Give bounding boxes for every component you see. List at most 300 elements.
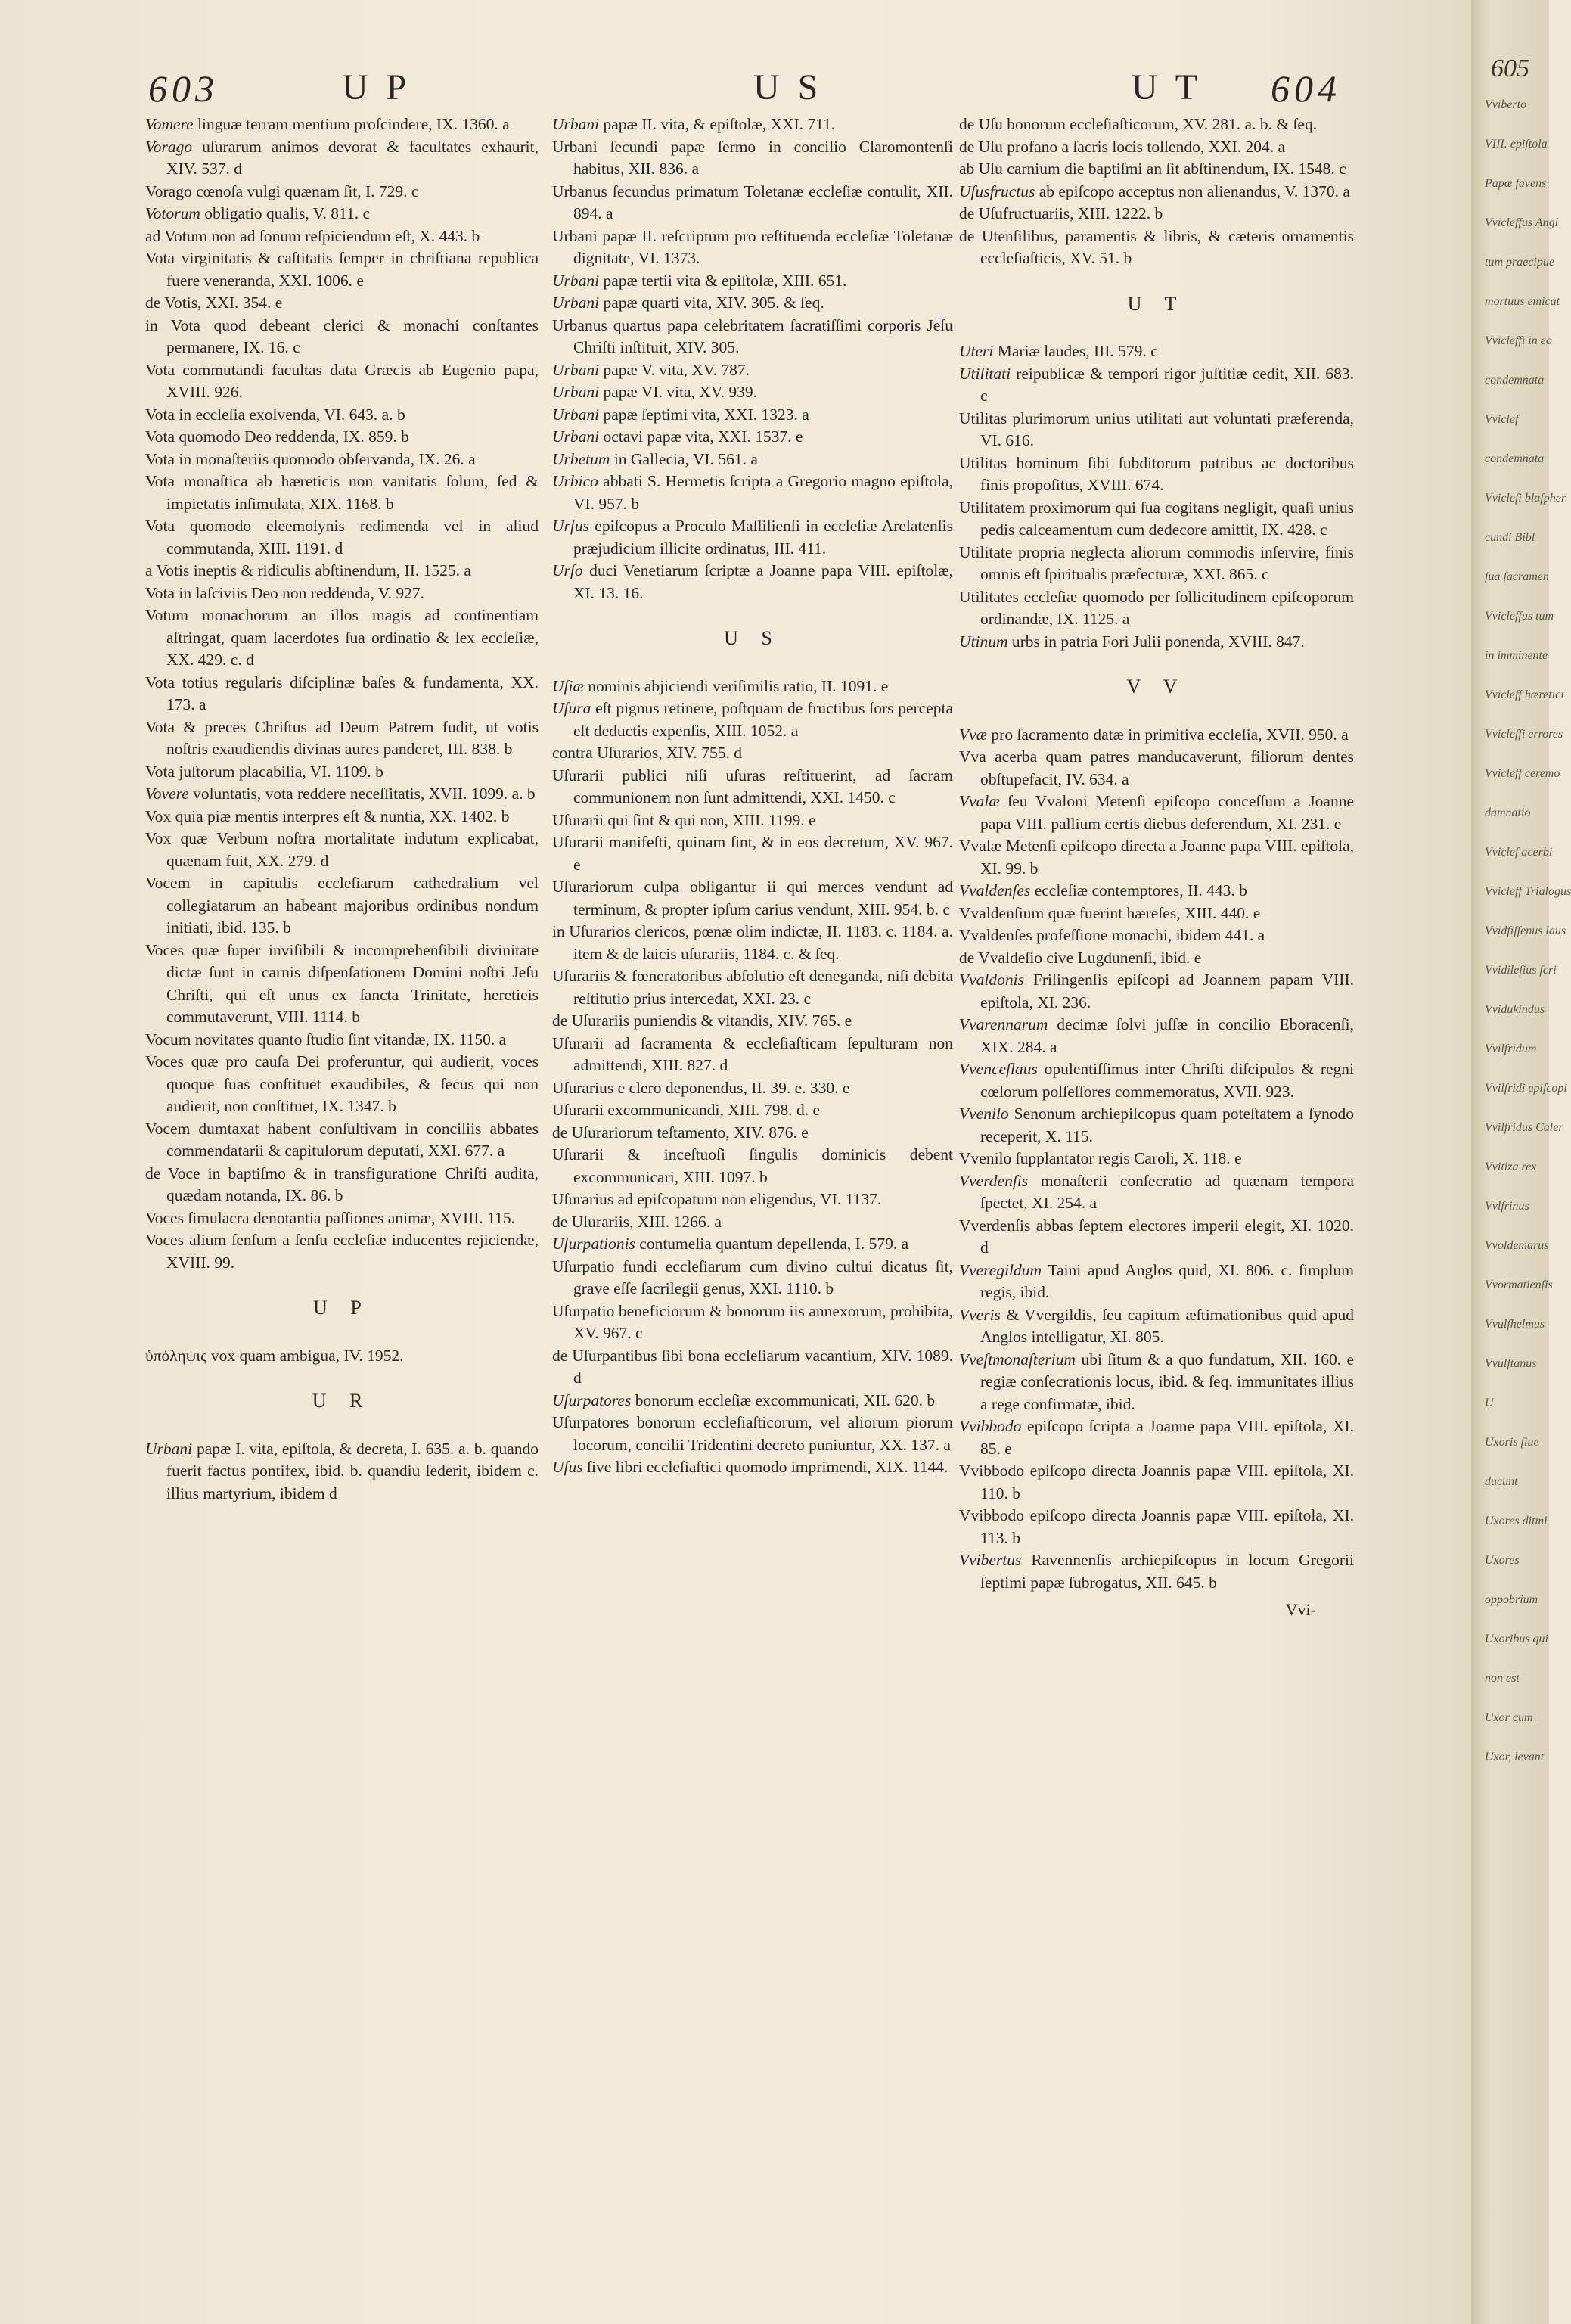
index-entry bbox=[145, 716, 539, 761]
index-entry bbox=[959, 1349, 1354, 1416]
entry-lemma: Urbani bbox=[552, 115, 600, 133]
next-page-edge bbox=[1471, 0, 1571, 2324]
page-header bbox=[0, 67, 1471, 120]
running-head-middle: U S bbox=[753, 67, 823, 107]
index-entry bbox=[145, 1163, 539, 1207]
edge-text-fragment: oppobrium bbox=[1485, 1593, 1538, 1606]
entry-text: Utilitas hominum ſibi ſubditorum patribus ac doctoribus finis propoſitus, XVIII. 674. bbox=[959, 453, 1354, 494]
entry-lemma: Urſo bbox=[552, 561, 583, 579]
edge-text-fragment: Vvidileſius ſcri bbox=[1485, 964, 1557, 977]
index-entry bbox=[959, 969, 1354, 1014]
index-entry bbox=[959, 724, 1354, 747]
index-entry bbox=[959, 542, 1354, 586]
index-entry bbox=[552, 921, 953, 965]
index-entry bbox=[145, 113, 539, 136]
entry-text: de Utenſilibus, paramentis & libris, & cæteris ornamentis eccleſiaſticis, XV. 51. b bbox=[959, 226, 1354, 267]
entry-text: Urbanus quartus papa celebritatem ſacratiſſimi corporis Jeſu Chriſti inſtituit, XIV. 305. bbox=[552, 315, 953, 356]
entry-text: contumelia quantum depellenda, I. 579. a bbox=[639, 1235, 909, 1253]
index-entry bbox=[552, 270, 953, 293]
entry-text: Vvalæ Metenſi epiſcopo directa a Joanne papa VIII. epiſtola, XI. 99. b bbox=[959, 837, 1354, 878]
index-entry bbox=[552, 449, 953, 471]
index-entry bbox=[959, 903, 1354, 925]
index-entry bbox=[145, 292, 539, 315]
entry-text: de Uſurariorum teſtamento, XIV. 876. e bbox=[552, 1123, 809, 1142]
edge-text-fragment: Vvicleffus tum bbox=[1485, 610, 1554, 623]
entry-text: Vvenilo ſupplantator regis Caroli, X. 118. e bbox=[959, 1149, 1242, 1167]
index-entry bbox=[145, 872, 539, 940]
entry-text: Vota virginitatis & caſtitatis ſemper in chriſtiana republica fuere veneranda, XXI. 1006. e bbox=[145, 249, 539, 290]
entry-text: papæ V. vita, XV. 787. bbox=[603, 360, 750, 379]
entry-text: Vota quomodo eleemoſynis redimenda vel in aliud commutanda, XIII. 1191. d bbox=[145, 517, 539, 558]
entry-text: Vota in monaſteriis quomodo obſervanda, IX. 26. a bbox=[145, 449, 476, 468]
entry-lemma: Vvenceſlaus bbox=[959, 1060, 1038, 1078]
index-entry bbox=[145, 136, 539, 181]
index-entry bbox=[552, 225, 953, 270]
entry-text: de Uſu profano a ſacris locis tollendo, XXI. 204. a bbox=[959, 137, 1286, 156]
entry-text: Uſurpatio beneficiorum & bonorum iis annexorum, prohibita, XV. 967. c bbox=[552, 1301, 953, 1342]
index-entry bbox=[552, 1188, 953, 1211]
index-entry bbox=[145, 315, 539, 359]
index-entry bbox=[145, 560, 539, 583]
entry-text: Uſurpatores bonorum eccleſiaſticorum, vel aliorum piorum locorum, concilii Tridentini decreto puniuntur, XX. 137. a bbox=[552, 1413, 953, 1454]
entry-text: Utilitate propria neglecta aliorum commodis inſervire, finis omnis eſt ſpiritualis præfecturæ, XXI. 865. c bbox=[959, 542, 1354, 583]
entry-lemma: Vvalæ bbox=[959, 792, 1000, 810]
edge-text-fragment: Vvlfrinus bbox=[1485, 1200, 1529, 1213]
edge-text-fragment: Uxor cum bbox=[1485, 1711, 1533, 1724]
index-entry bbox=[552, 1077, 953, 1100]
index-entry bbox=[552, 359, 953, 382]
entry-text: Uſurarii & inceſtuoſi ſingulis dominicis debent excommunicari, XIII. 1097. b bbox=[552, 1145, 953, 1186]
entry-text: ab Uſu carnium die baptiſmi an ſit abſtinendum, IX. 1548. c bbox=[959, 160, 1346, 178]
index-entry bbox=[552, 1122, 953, 1145]
page-number-left: 603 bbox=[148, 67, 219, 110]
entry-text: Vota monaſtica ab hæreticis non vanitatis ſolum, ſed & impietatis inſimulata, XIX. 1168. b bbox=[145, 472, 539, 513]
entry-text: Vorago cœnoſa vulgi quænam ſit, I. 729. c bbox=[145, 182, 419, 200]
entry-text: decimæ ſolvi juſſæ in concilio Eboracenſi, XIX. 284. a bbox=[980, 1015, 1354, 1056]
edge-text-fragment: U bbox=[1485, 1397, 1494, 1409]
index-entry bbox=[959, 1415, 1354, 1460]
entry-text: reipublicæ & tempori rigor juſtitiæ cedit, XII. 683. c bbox=[980, 364, 1355, 405]
entry-text: ſive libri eccleſiaſtici quomodo imprimendi, XIX. 1144. bbox=[587, 1458, 948, 1476]
edge-text-fragment: Vviclef acerbi bbox=[1485, 846, 1553, 859]
index-entry bbox=[552, 1256, 953, 1300]
edge-text-fragment: Vvicleffi in eo bbox=[1485, 334, 1552, 347]
entry-text: linguæ terram mentium proſcindere, IX. 1360. a bbox=[197, 115, 510, 133]
entry-text: pro ſacramento datæ in primitiva eccleſia, XVII. 950. a bbox=[991, 725, 1349, 744]
index-entry bbox=[959, 136, 1354, 159]
index-entry bbox=[552, 471, 953, 515]
index-entry bbox=[959, 340, 1354, 363]
edge-text-fragment: Uxor, levant bbox=[1485, 1751, 1545, 1763]
entry-text: octavi papæ vita, XXI. 1537. e bbox=[603, 427, 803, 446]
edge-text-fragment: Vvulſtanus bbox=[1485, 1357, 1537, 1370]
entry-lemma: Uſiæ bbox=[552, 676, 584, 695]
entry-lemma: Vvaldonis bbox=[959, 971, 1024, 989]
index-entry bbox=[145, 449, 539, 471]
entry-text: ſeu Vvaloni Metenſi epiſcopo conceſſum a Joanne papa VIII. pallium certis diebus deferendum, XI. 231. e bbox=[980, 792, 1355, 833]
entry-text: Mariæ laudes, III. 579. c bbox=[997, 342, 1158, 360]
entry-lemma: Urbico bbox=[552, 472, 598, 490]
entry-text: de Votis, XXI. 354. e bbox=[145, 294, 283, 312]
entry-text: Vota & preces Chriſtus ad Deum Patrem fudit, ut votis noſtris exaudiendis divinas aures panderet, III. 838. b bbox=[145, 717, 539, 758]
section-heading: U P bbox=[313, 1297, 371, 1319]
index-entry bbox=[552, 315, 953, 359]
entry-text: Voces quæ pro cauſa Dei proferuntur, qui audierit, voces quoque ſuas conſtituet exaudibiles, & ſecus qui non audierit, non conſtituet, IX. 1347. b bbox=[145, 1052, 539, 1115]
index-entry bbox=[552, 965, 953, 1010]
edge-text-fragment: Uxoribus qui bbox=[1485, 1633, 1548, 1645]
index-entry bbox=[145, 1345, 539, 1368]
index-entry bbox=[552, 1099, 953, 1122]
entry-text: Uſurpatio fundi eccleſiarum cum divino cultui dicatus ſit, grave eſſe ſacrilegii genus, XXI. 1110. b bbox=[552, 1257, 953, 1297]
entry-text: Vocem dumtaxat habent conſultivam in conciliis abbates commendatarii & capitulorum deputati, XXI. 677. a bbox=[145, 1119, 539, 1160]
section-heading: U T bbox=[1127, 292, 1186, 315]
entry-text: Uſurarii ad ſacramenta & eccleſiaſticam ſepulturam non admittendi, XIII. 827. d bbox=[552, 1033, 953, 1074]
index-entry bbox=[145, 806, 539, 828]
index-entry bbox=[552, 404, 953, 427]
entry-text: Vota quomodo Deo reddenda, IX. 859. b bbox=[145, 427, 409, 446]
index-column-middle bbox=[552, 113, 953, 1479]
index-entry bbox=[145, 225, 539, 248]
index-entry bbox=[959, 1260, 1354, 1304]
entry-text: Uſurarii excommunicandi, XIII. 798. d. e bbox=[552, 1101, 821, 1119]
entry-lemma: Urbani bbox=[552, 271, 600, 290]
entry-text: a Votis ineptis & ridiculis abſtinendum, II. 1525. a bbox=[145, 561, 471, 579]
running-head-right: U T bbox=[1132, 67, 1203, 107]
entry-lemma: Uſura bbox=[552, 699, 591, 717]
edge-text-fragment: Vvilfridum bbox=[1485, 1042, 1537, 1055]
index-entry bbox=[145, 1051, 539, 1118]
entry-text: in Gallecia, VI. 561. a bbox=[613, 449, 758, 468]
edge-text-fragment: VIII. epiſtola bbox=[1485, 138, 1548, 151]
entry-text: Utilitates eccleſiæ quomodo per ſollicitudinem epiſcoporum ordinandæ, IX. 1125. a bbox=[959, 587, 1354, 628]
index-entry bbox=[145, 761, 539, 784]
entry-text: Voces alium ſenſum a ſenſu eccleſiæ inducentes rejiciendæ, XVIII. 99. bbox=[145, 1231, 539, 1272]
entry-text: eccleſiæ contemptores, II. 443. b bbox=[1034, 881, 1247, 899]
entry-text: papæ II. vita, & epiſtolæ, XXI. 711. bbox=[603, 115, 836, 133]
entry-text: de Uſurariis puniendis & vitandis, XIV. 765. e bbox=[552, 1011, 852, 1030]
entry-lemma: Urbetum bbox=[552, 449, 610, 468]
index-entry bbox=[959, 1460, 1354, 1505]
entry-lemma: Vvaldenſes bbox=[959, 881, 1031, 899]
index-entry bbox=[552, 113, 953, 136]
entry-text: Uſurarii manifeſti, quinam ſint, & in eos decretum, XV. 967. e bbox=[552, 833, 953, 874]
entry-text: bonorum eccleſiæ excommunicati, XII. 620. b bbox=[635, 1390, 936, 1409]
index-entry bbox=[145, 783, 539, 806]
entry-lemma: Urbani bbox=[552, 383, 600, 401]
edge-text-fragment: in imminente bbox=[1485, 649, 1548, 662]
entry-text: Vota in eccleſia exolvenda, VI. 643. a. b bbox=[145, 405, 405, 424]
entry-lemma: Votorum bbox=[145, 204, 200, 222]
index-entry bbox=[145, 583, 539, 605]
index-entry bbox=[145, 1118, 539, 1163]
section-heading: U S bbox=[724, 627, 781, 649]
index-entry bbox=[552, 426, 953, 449]
index-entry bbox=[145, 1229, 539, 1274]
entry-text: abbati S. Hermetis ſcripta a Gregorio magno epiſtola, VI. 957. b bbox=[573, 472, 953, 513]
entry-text: nominis abjiciendi veriſimilis ratio, II. 1091. e bbox=[588, 676, 889, 695]
entry-text: urbs in patria Fori Julii ponenda, XVIII. 847. bbox=[1011, 632, 1305, 651]
entry-lemma: Uſurpatores bbox=[552, 1390, 632, 1409]
edge-text-fragment: ducunt bbox=[1485, 1475, 1518, 1488]
edge-text-fragment: Vvicleff ceremo bbox=[1485, 767, 1560, 780]
entry-text: eſt pignus retinere, poſtquam de fructibus ſors percepta eſt deductis expenſis, XIII. 1052. a bbox=[573, 699, 954, 740]
entry-text: Voces quæ ſuper inviſibili & incomprehenſibili divinitate dictæ ſunt in carnis diſpenſationem Domini noſtri Jeſu Chriſti, qui eſt unus ex ſancta Trinitate, heretieis commutaverunt, VIII. 1114. b bbox=[145, 940, 539, 1026]
index-entry bbox=[959, 497, 1354, 542]
entry-lemma: Utilitati bbox=[959, 364, 1011, 383]
index-column-right bbox=[959, 113, 1354, 1621]
entry-text: voluntatis, vota reddere neceſſitatis, XVII. 1099. a. b bbox=[193, 785, 536, 803]
index-entry bbox=[552, 742, 953, 765]
entry-text: Vvaldenſes profeſſione monachi, ibidem 441. a bbox=[959, 926, 1265, 944]
entry-text: opulentiſſimus inter Chriſti diſcipulos & regni cœlorum poſſeſſores commemoratus, XVII. 923. bbox=[980, 1060, 1355, 1101]
entry-lemma: Urſus bbox=[552, 517, 589, 535]
index-entry bbox=[959, 791, 1354, 835]
index-entry bbox=[552, 1211, 953, 1234]
edge-text-fragment: Vvidfiſſenus laus bbox=[1485, 924, 1566, 937]
entry-text: in Vota quod debeant clerici & monachi conſtantes permanere, IX. 16. c bbox=[145, 315, 539, 356]
entry-text: Uſurarius ad epiſcopatum non eligendus, VI. 1137. bbox=[552, 1190, 882, 1208]
entry-text: ubi ſitum & a quo fundatum, XII. 160. e regiæ conſecrationis locus, ibid. & ſeq. immunitates illius a rege confirmatæ, ibid. bbox=[980, 1350, 1355, 1413]
index-entry bbox=[145, 828, 539, 872]
index-entry bbox=[552, 698, 953, 742]
entry-text: obligatio qualis, V. 811. c bbox=[204, 204, 371, 222]
entry-lemma: Vvibertus bbox=[959, 1551, 1022, 1569]
running-head-left: U P bbox=[342, 67, 411, 107]
entry-text: Vota totius regularis diſciplinæ baſes & fundamenta, XX. 173. a bbox=[145, 673, 539, 713]
entry-text: papæ tertii vita & epiſtolæ, XIII. 651. bbox=[603, 271, 847, 290]
entry-text: Senonum archiepiſcopus quam poteſtatem a ſynodo receperit, X. 115. bbox=[980, 1105, 1355, 1145]
entry-text: Ravennenſis archiepiſcopus in locum Gregorii ſeptimi papæ ſubrogatus, XII. 645. b bbox=[980, 1551, 1355, 1592]
index-entry bbox=[959, 586, 1354, 631]
entry-text: Votum monachorum an illos magis ad continentiam aſtringat, quam ſacerdotes ſua ordinatio & lex eccleſiæ, XX. 429. c. d bbox=[145, 606, 539, 669]
entry-text: de Vvaldeſio cive Lugdunenſi, ibid. e bbox=[959, 948, 1202, 967]
edge-text-fragment: condemnata bbox=[1485, 452, 1545, 465]
index-entry bbox=[145, 471, 539, 515]
entry-lemma: Uteri bbox=[959, 342, 994, 360]
entry-lemma: Vveris bbox=[959, 1305, 1001, 1324]
entry-text: Vocem in capitulis eccleſiarum cathedralium vel collegiatarum an habeant majoribus ordinibus nondum initiati, ibid. 135. b bbox=[145, 874, 539, 937]
entry-lemma: Vvarennarum bbox=[959, 1015, 1048, 1033]
edge-text-fragment: Vvoldemarus bbox=[1485, 1239, 1549, 1252]
entry-text: Urbanus ſecundus primatum Toletanæ eccleſiæ contulit, XII. 894. a bbox=[552, 182, 953, 222]
edge-text-fragment: Uxores bbox=[1485, 1554, 1520, 1567]
edge-text-fragment: Vvormatienſis bbox=[1485, 1279, 1553, 1291]
entry-lemma: Vorago bbox=[145, 137, 193, 156]
entry-lemma: Urbani bbox=[552, 294, 600, 312]
index-entry bbox=[145, 203, 539, 225]
index-entry bbox=[959, 363, 1354, 408]
edge-text-fragment: Vvicleffi errores bbox=[1485, 728, 1563, 741]
index-entry bbox=[552, 1144, 953, 1188]
edge-text-fragment: Vvicleff hæretici bbox=[1485, 688, 1564, 701]
index-entry bbox=[552, 560, 953, 604]
entry-text: de Uſurariis, XIII. 1266. a bbox=[552, 1212, 722, 1231]
entry-text: Urbani papæ II. reſcriptum pro reſtituenda eccleſiæ Toletanæ dignitate, VI. 1373. bbox=[552, 226, 953, 267]
edge-text-fragment: Uxoris ſiue bbox=[1485, 1436, 1539, 1449]
entry-lemma: Vvæ bbox=[959, 725, 988, 744]
index-entry bbox=[145, 426, 539, 449]
next-page-number: 605 bbox=[1491, 54, 1529, 82]
edge-text-fragment: Vvicleff Trialogus bbox=[1485, 885, 1571, 898]
entry-text: Urbani ſecundi papæ ſermo in concilio Claromontenſi habitus, XII. 836. a bbox=[552, 137, 953, 178]
index-entry bbox=[145, 515, 539, 560]
index-entry bbox=[959, 1304, 1354, 1349]
entry-text: ab epiſcopo acceptus non alienandus, V. 1370. a bbox=[1039, 182, 1350, 200]
entry-text: Vvibbodo epiſcopo directa Joannis papæ VIII. epiſtola, XI. 113. b bbox=[959, 1506, 1354, 1547]
entry-text: Uſurarii publici niſi uſuras reſtituerint, ad ſacram communionem non ſunt admittendi, XXI. 1450. c bbox=[552, 766, 953, 806]
index-entry bbox=[552, 1390, 953, 1412]
index-entry bbox=[959, 835, 1354, 880]
index-entry bbox=[145, 672, 539, 716]
entry-text: contra Uſurarios, XIV. 755. d bbox=[552, 744, 742, 762]
entry-text: papæ VI. vita, XV. 939. bbox=[603, 383, 757, 401]
index-entry bbox=[959, 181, 1354, 204]
entry-text: Vota commutandi facultas data Græcis ab Eugenio papa, XVIII. 926. bbox=[145, 360, 539, 401]
entry-lemma: Utinum bbox=[959, 632, 1008, 651]
index-entry bbox=[959, 924, 1354, 947]
entry-text: de Voce in baptiſmo & in transfiguratione Chriſti audita, quædam notanda, IX. 86. b bbox=[145, 1164, 539, 1204]
entry-text: Uſurariorum culpa obligantur ii qui merces vendunt ad terminum, & propter ipſum carius vendunt, XIII. 954. b. c bbox=[552, 878, 953, 918]
index-entry bbox=[552, 1345, 953, 1390]
index-entry bbox=[552, 876, 953, 921]
entry-text: Friſingenſis epiſcopi ad Joannem papam VIII. epiſtola, XI. 236. bbox=[980, 971, 1355, 1011]
index-entry bbox=[552, 136, 953, 181]
entry-text: de Uſu bonorum eccleſiaſticorum, XV. 281. a. b. & ſeq. bbox=[959, 115, 1318, 133]
index-entry bbox=[552, 292, 953, 315]
index-entry bbox=[552, 1456, 953, 1479]
entry-text: Vox quæ Verbum noſtra mortalitate indutum explicabat, quænam fuit, XX. 279. d bbox=[145, 829, 539, 870]
edge-text-fragment: Vvidukindus bbox=[1485, 1003, 1545, 1016]
edge-text-fragment: Papæ favens bbox=[1485, 177, 1547, 190]
entry-text: Vota juſtorum placabilia, VI. 1109. b bbox=[145, 762, 383, 781]
catchword: Vvi- bbox=[1285, 1600, 1316, 1619]
index-entry bbox=[959, 880, 1354, 903]
entry-text: Voces ſimulacra denotantia paſſiones animæ, XVIII. 115. bbox=[145, 1208, 515, 1227]
index-entry bbox=[959, 225, 1354, 270]
entry-lemma: Urbani bbox=[552, 427, 600, 446]
entry-text: Vox quia piæ mentis interpres eſt & nuntia, XX. 1402. b bbox=[145, 806, 510, 825]
edge-text-fragment: mortuus emicat bbox=[1485, 295, 1560, 308]
section-heading: V V bbox=[1126, 676, 1187, 698]
index-entry bbox=[959, 1549, 1354, 1594]
index-entry bbox=[145, 1207, 539, 1230]
edge-text-fragment: Vviclefi blaſpher bbox=[1485, 492, 1566, 505]
index-entry bbox=[145, 1029, 539, 1052]
edge-text-fragment: non est bbox=[1485, 1672, 1520, 1685]
entry-lemma: Vovere bbox=[145, 785, 189, 803]
index-entry bbox=[959, 1148, 1354, 1170]
edge-text-fragment: ſua ſacramen bbox=[1485, 570, 1549, 583]
page-number-right: 604 bbox=[1271, 67, 1341, 110]
index-entry bbox=[145, 404, 539, 427]
index-column-left bbox=[145, 113, 539, 1505]
entry-text: & Vvergildis, ſeu capitum æſtimationibus quid apud Anglos intelligatur, XI. 805. bbox=[980, 1305, 1354, 1346]
index-entry bbox=[959, 1058, 1354, 1103]
entry-text: Uſurariis & fœneratoribus abſolutio eſt deneganda, niſi debita reſtitutio prius intercedat, XXI. 23. c bbox=[552, 967, 953, 1008]
section-heading: U R bbox=[312, 1390, 372, 1412]
entry-lemma: Vveregildum bbox=[959, 1260, 1042, 1279]
index-entry bbox=[552, 809, 953, 832]
index-entry bbox=[145, 604, 539, 672]
entry-lemma: Urbani bbox=[145, 1439, 193, 1458]
index-entry bbox=[959, 947, 1354, 970]
edge-text-fragment: Vviberto bbox=[1485, 98, 1527, 111]
edge-text-fragment: condemnata bbox=[1485, 374, 1545, 387]
index-entry bbox=[959, 158, 1354, 181]
entry-lemma: Urbani bbox=[552, 405, 600, 424]
index-entry bbox=[552, 1010, 953, 1033]
entry-text: epiſcopo ſcripta a Joanne papa VIII. epiſtola, XI. 85. e bbox=[980, 1417, 1355, 1458]
edge-text-fragment: Vviclef bbox=[1485, 413, 1519, 426]
entry-text: epiſcopus a Proculo Maſſilienſi in eccleſiæ Arelatenſis præjudicium illicite ordinatus, III. 411. bbox=[573, 517, 954, 558]
index-entry bbox=[959, 631, 1354, 654]
index-entry bbox=[552, 1300, 953, 1345]
index-entry bbox=[959, 113, 1354, 136]
edge-text-fragment: Vvilfridus Caler bbox=[1485, 1121, 1563, 1134]
edge-text-fragment: tum praecipue bbox=[1485, 256, 1554, 269]
entry-text: Vota in laſciviis Deo non reddenda, V. 927. bbox=[145, 583, 425, 602]
entry-text: Utilitatem proximorum qui ſua cogitans negligit, quaſi unius pedis calceamentum cum dedecore amittit, IX. 428. c bbox=[959, 498, 1354, 539]
entry-text: Uſurarius e clero deponendus, II. 39. e. 330. e bbox=[552, 1078, 850, 1097]
index-entry bbox=[959, 1014, 1354, 1058]
entry-lemma: Vomere bbox=[145, 115, 194, 133]
index-entry bbox=[552, 1412, 953, 1456]
entry-text: de Uſurpantibus ſibi bona eccleſiarum vacantium, XIV. 1089. d bbox=[552, 1346, 953, 1387]
index-entry bbox=[145, 359, 539, 404]
entry-lemma: Vverdenſis bbox=[959, 1171, 1029, 1190]
entry-text: Vverdenſis abbas ſeptem electores imperii elegit, XI. 1020. d bbox=[959, 1216, 1354, 1257]
entry-text: Uſurarii qui ſint & qui non, XIII. 1199. e bbox=[552, 810, 816, 829]
index-entry bbox=[959, 1103, 1354, 1148]
entry-text: monaſterii conſecratio ad quænam tempora ſpectet, XI. 254. a bbox=[980, 1171, 1354, 1212]
entry-text: papæ ſeptimi vita, XXI. 1323. a bbox=[603, 405, 809, 424]
entry-lemma: Vveſtmonaſterium bbox=[959, 1350, 1076, 1369]
index-entry bbox=[959, 1215, 1354, 1260]
edge-text-fragment: cundi Bibl bbox=[1485, 531, 1535, 544]
edge-text-fragment: Vvitiza rex bbox=[1485, 1160, 1537, 1173]
entry-text: uſurarum animos devorat & facultates exhaurit, XIV. 537. d bbox=[166, 137, 539, 178]
entry-lemma: Urbani bbox=[552, 360, 600, 379]
entry-text: de Uſufructuariis, XIII. 1222. b bbox=[959, 204, 1163, 222]
entry-lemma: Uſurpationis bbox=[552, 1235, 635, 1253]
entry-lemma: Vvenilo bbox=[959, 1105, 1009, 1123]
index-entry bbox=[552, 1033, 953, 1077]
entry-text: Vva acerba quam patres manducaverunt, filiorum dentes obſtupefacit, IV. 634. a bbox=[959, 747, 1354, 788]
entry-text: papæ quarti vita, XIV. 305. & ſeq. bbox=[603, 294, 824, 312]
edge-text-fragment: Vvulfhelmus bbox=[1485, 1318, 1545, 1331]
entry-text: Vocum novitates quanto ſtudio ſint vitandæ, IX. 1150. a bbox=[145, 1030, 507, 1049]
edge-text-fragment: Vvilfridi epiſcopi bbox=[1485, 1082, 1567, 1095]
entry-text: papæ I. vita, epiſtola, & decreta, I. 635. a. b. quando fuerit factus pontifex, ibid. b. quandiu ſederit, ibidem c. illius martyrium, ibidem d bbox=[166, 1439, 539, 1502]
entry-lemma: Uſus bbox=[552, 1458, 583, 1476]
entry-text: Vvibbodo epiſcopo directa Joannis papæ VIII. epiſtola, XI. 110. b bbox=[959, 1462, 1354, 1502]
entry-text: Taini apud Anglos quid, XI. 806. c. ſimplum regis, ibid. bbox=[980, 1260, 1354, 1301]
index-entry bbox=[959, 1170, 1354, 1215]
entry-text: duci Venetiarum ſcriptæ a Joanne papa VIII. epiſtolæ, XI. 13. 16. bbox=[573, 561, 954, 602]
index-entry bbox=[552, 765, 953, 809]
index-entry bbox=[145, 247, 539, 292]
index-entry bbox=[959, 452, 1354, 497]
entry-text: ὑπόληψις vox quam ambigua, IV. 1952. bbox=[145, 1346, 404, 1365]
index-entry bbox=[552, 381, 953, 404]
entry-text: Vvaldenſium quæ fuerint hæreſes, XIII. 440. e bbox=[959, 903, 1261, 922]
index-entry bbox=[959, 203, 1354, 225]
index-entry bbox=[145, 181, 539, 204]
edge-text-fragment: damnatio bbox=[1485, 806, 1531, 819]
index-entry bbox=[552, 181, 953, 225]
edge-text-fragment: Vvicleffus Angl bbox=[1485, 216, 1559, 229]
index-entry bbox=[959, 1505, 1354, 1549]
